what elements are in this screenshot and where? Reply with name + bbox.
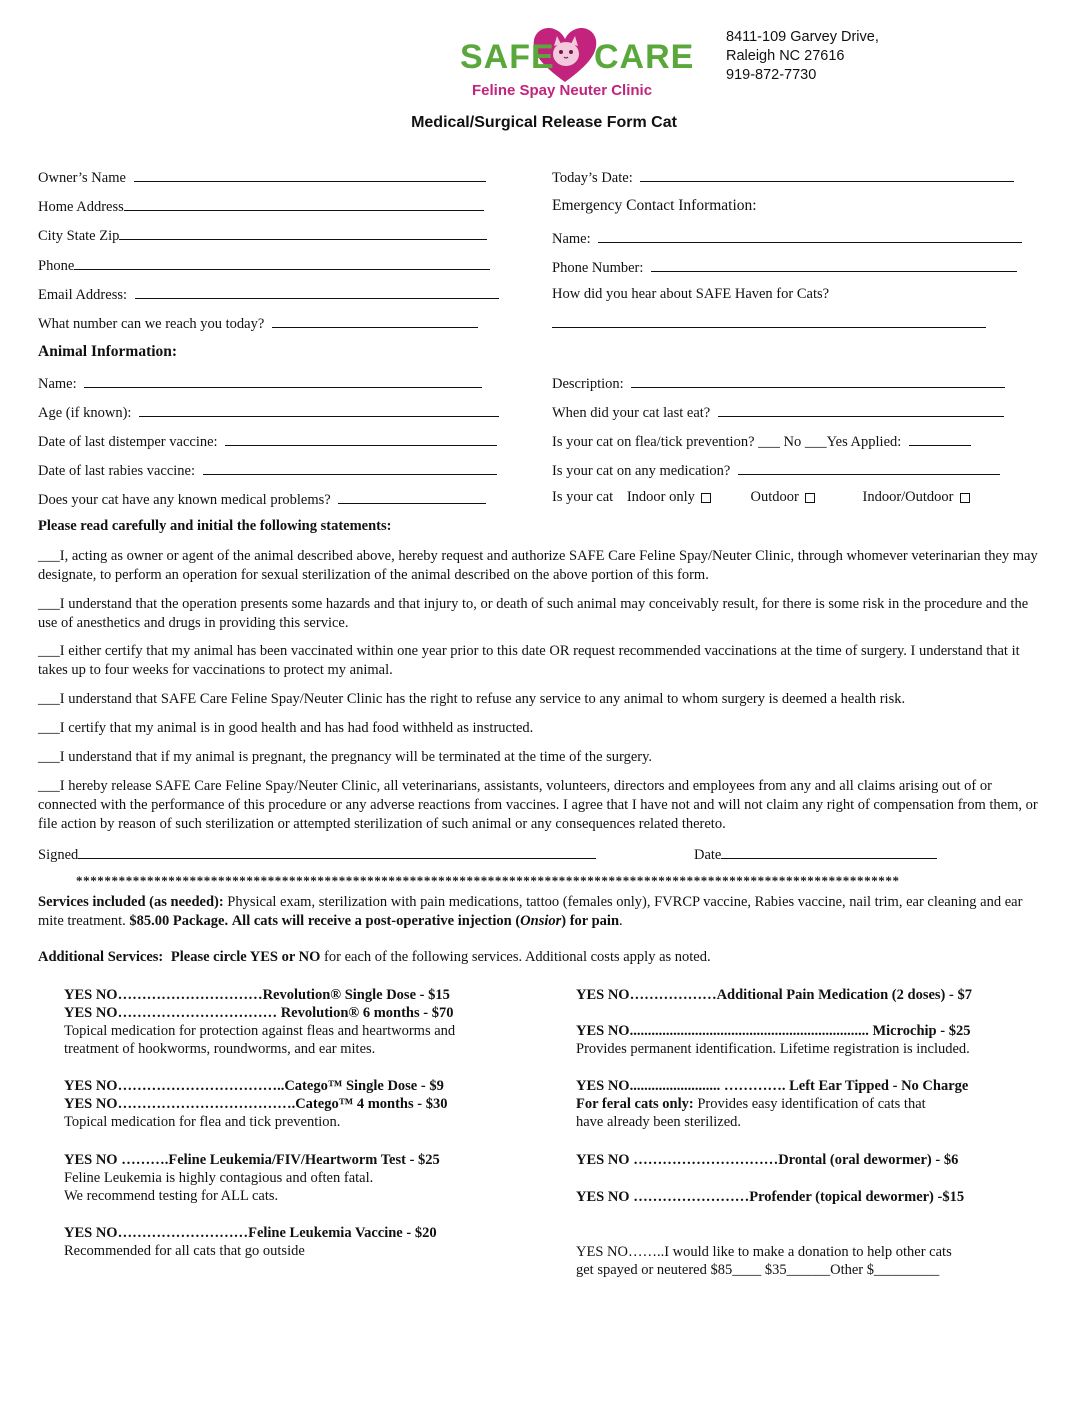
felv-desc-2: We recommend testing for ALL cats. xyxy=(64,1188,279,1204)
medication-row xyxy=(552,460,1000,480)
statement-vaccination: ___I either certify that my animal has been vaccinated within one year prior to this date OR request recommended vaccinations at the time of surgery. I understand that it takes up to four weeks for vaccinations to protect my animal. xyxy=(38,643,1020,678)
package-price: $85.00 Package. xyxy=(129,913,229,929)
emergency-phone-row xyxy=(552,257,1017,277)
housing-label: Is your cat xyxy=(552,489,614,505)
catego-4mo-option[interactable]: YES NO……………………………….Catego™ 4 months - $30 xyxy=(64,1096,448,1112)
catego-group xyxy=(64,1077,447,1131)
donation-line-2[interactable]: get spayed or neutered $85____ $35______Other $_________ xyxy=(576,1262,940,1278)
emergency-name-field[interactable] xyxy=(598,228,1022,243)
clinic-phone: 919-872-7730 xyxy=(726,67,817,83)
profender-option[interactable]: YES NO ……………………Profender (topical dewormer) -$15 xyxy=(576,1189,965,1205)
hear-about-label: How did you hear about SAFE Haven for Cats? xyxy=(552,286,830,302)
emergency-phone-field[interactable] xyxy=(651,257,1017,272)
statement-refuse: ___I understand that SAFE Care Feline Spay/Neuter Clinic has the right to refuse any service to any animal to whom surgery is deemed a health risk. xyxy=(38,691,906,707)
phone-row xyxy=(38,255,490,275)
home-address-label: Home Address xyxy=(38,199,124,215)
form-title: Medical/Surgical Release Form Cat xyxy=(411,114,677,131)
email-label: Email Address: xyxy=(38,287,128,303)
ear-tip-option[interactable]: YES NO......................... …………. Left Ear Tipped - No Charge xyxy=(576,1078,969,1094)
hear-about-field[interactable] xyxy=(552,313,986,333)
emergency-name-label: Name: xyxy=(552,231,591,247)
microchip-group xyxy=(576,1022,970,1058)
pain-group xyxy=(576,986,972,1004)
pain-medication-option[interactable]: YES NO………………Additional Pain Medication (2 doses) - $7 xyxy=(576,987,972,1003)
microchip-option[interactable]: YES NO.................................................................. Microchip - $25 xyxy=(576,1023,971,1039)
reach-label: What number can we reach you today? xyxy=(38,316,265,332)
indoor-outdoor-label: Indoor/Outdoor xyxy=(862,489,954,505)
clinic-logo xyxy=(460,24,695,104)
today-date-field[interactable] xyxy=(640,167,1014,182)
catego-desc: Topical medication for flea and tick prevention. xyxy=(64,1114,341,1130)
ear-tip-desc-2: have already been sterilized. xyxy=(576,1114,742,1130)
animal-name-field[interactable] xyxy=(84,373,482,388)
emergency-heading: Emergency Contact Information: xyxy=(552,197,757,214)
reach-row xyxy=(38,313,478,333)
today-date-label: Today’s Date: xyxy=(552,170,633,186)
problems-row xyxy=(38,489,486,509)
last-eat-field[interactable] xyxy=(718,402,1004,417)
indoor-checkbox[interactable] xyxy=(701,493,711,503)
rabies-field[interactable] xyxy=(203,460,497,475)
felv-vaccine-option[interactable]: YES NO………………………Feline Leukemia Vaccine - $20 xyxy=(64,1225,437,1241)
indoor-label: Indoor only xyxy=(626,489,695,505)
clinic-address xyxy=(726,28,879,85)
injection-text-b: ) for pain xyxy=(561,913,620,929)
services-included-label: Services included (as needed): xyxy=(38,894,224,910)
revolution-desc-1: Topical medication for protection against fleas and heartworms and xyxy=(64,1023,456,1039)
profender-group xyxy=(576,1188,964,1206)
signed-label: Signed xyxy=(38,847,79,863)
home-address-row xyxy=(38,196,484,216)
logo-text-safe: SAFE xyxy=(460,38,555,76)
sign-date-field[interactable] xyxy=(721,844,937,859)
additional-label: Additional Services: xyxy=(38,949,164,965)
sign-date-label: Date xyxy=(694,847,722,863)
problems-field[interactable] xyxy=(338,489,486,504)
rabies-label: Date of last rabies vaccine: xyxy=(38,463,196,479)
felv-vaccine-desc: Recommended for all cats that go outside xyxy=(64,1243,305,1259)
phone-label: Phone xyxy=(38,258,75,274)
outdoor-checkbox[interactable] xyxy=(805,493,815,503)
revolution-desc-2: treatment of hookworms, roundworms, and ear mites. xyxy=(64,1041,376,1057)
felv-vaccine-group xyxy=(64,1224,437,1260)
city-row xyxy=(38,225,487,245)
address-line-1: 8411-109 Garvey Drive, xyxy=(726,29,879,45)
statement-pregnant: ___I understand that if my animal is pregnant, the pregnancy will be terminated at the time of the surgery. xyxy=(38,749,653,765)
flea-field[interactable] xyxy=(909,431,971,446)
revolution-6mo-option[interactable]: YES NO…………………………… Revolution® 6 months - $70 xyxy=(64,1005,454,1021)
statement-hazards: ___I understand that the operation presents some hazards and that injury to, or death of such animal may conceivably result, for there is some risk in the procedure and the use of anesthetics and drugs in providing this service. xyxy=(38,596,1029,631)
description-field[interactable] xyxy=(631,373,1005,388)
distemper-label: Date of last distemper vaccine: xyxy=(38,434,218,450)
distemper-row xyxy=(38,431,497,451)
ear-tip-desc-1 xyxy=(576,1095,968,1113)
logo-subtitle: Feline Spay Neuter Clinic xyxy=(472,82,653,99)
drontal-option[interactable]: YES NO …………………………Drontal (oral dewormer) - $6 xyxy=(576,1152,959,1168)
indoor-outdoor-checkbox[interactable] xyxy=(960,493,970,503)
description-label: Description: xyxy=(552,376,624,392)
rabies-row xyxy=(38,460,497,480)
drontal-group xyxy=(576,1151,958,1169)
flea-label: Is your cat on flea/tick prevention? ___ No ___Yes Applied: xyxy=(552,434,902,450)
today-date-row xyxy=(552,167,1014,187)
signature-field[interactable] xyxy=(78,844,596,859)
last-eat-label: When did your cat last eat? xyxy=(552,405,711,421)
injection-text-a: All cats will receive a post-operative injection ( xyxy=(231,913,521,929)
additional-bold: Please circle YES or NO xyxy=(170,949,321,965)
services-included xyxy=(38,893,1050,931)
medication-field[interactable] xyxy=(738,460,1000,475)
ear-tip-group xyxy=(576,1077,968,1131)
catego-single-option[interactable]: YES NO……………………………..Catego™ Single Dose - $9 xyxy=(64,1078,444,1094)
revolution-group xyxy=(64,986,455,1058)
owner-name-field[interactable] xyxy=(134,167,486,182)
sign-date-row xyxy=(694,844,937,864)
emergency-phone-label: Phone Number: xyxy=(552,260,644,276)
email-field[interactable] xyxy=(135,284,499,299)
donation-line-1[interactable]: YES NO……..I would like to make a donation to help other cats xyxy=(576,1244,952,1260)
medication-label: Is your cat on any medication? xyxy=(552,463,731,479)
separator-stars: ******************************************************************************************************************** xyxy=(76,873,900,888)
description-row xyxy=(552,373,1005,393)
statements-heading: Please read carefully and initial the following statements: xyxy=(38,518,392,534)
statement-authorize: ___I, acting as owner or agent of the animal described above, hereby request and authorize SAFE Care Feline Spay/Neuter Clinic, through whomever veterinarian they may designate, to perform an operation for sexual sterilization of the animal described on the above portion of this form. xyxy=(38,548,1038,583)
statement-release: ___I hereby release SAFE Care Feline Spay/Neuter Clinic, all veterinarians, assistants, volunteers, directors and employees from any and all claims arising out of or connected with the performance of this procedure or any adverse reactions from vaccines. I agree that I have not and will not claim any right of compensation from them, or file action by reason of such sterilization or attempted sterilization of such animal or any consequences related thereto. xyxy=(38,778,1038,832)
animal-name-label: Name: xyxy=(38,376,77,392)
city-label: City State Zip xyxy=(38,228,120,244)
felv-test-option[interactable]: YES NO ……….Feline Leukemia/FIV/Heartworm Test - $25 xyxy=(64,1152,440,1168)
home-address-field[interactable] xyxy=(124,196,484,211)
felv-test-group xyxy=(64,1151,440,1205)
feral-label: For feral cats only: xyxy=(576,1096,694,1112)
injection-drug: Onsior xyxy=(520,913,562,929)
flea-row xyxy=(552,431,971,451)
email-row xyxy=(38,284,499,304)
housing-row xyxy=(552,489,970,506)
logo-text-care: CARE xyxy=(594,38,695,76)
address-line-2: Raleigh NC 27616 xyxy=(726,48,845,64)
feral-text: Provides easy identification of cats that xyxy=(697,1096,926,1112)
signed-row xyxy=(38,844,596,864)
injection-end: . xyxy=(619,913,623,929)
owner-name-label: Owner’s Name xyxy=(38,170,126,186)
additional-services-row xyxy=(38,949,711,966)
outdoor-label: Outdoor xyxy=(750,489,799,505)
owner-name-row xyxy=(38,167,486,187)
phone-field[interactable] xyxy=(74,255,490,270)
services-included-text: Physical exam, sterilization with pain medications, tattoo (females only), FVRCP vaccine, Rabies vaccine, nail trim, ear cleaning and ear mite treatment. xyxy=(38,894,1023,929)
problems-label: Does your cat have any known medical problems? xyxy=(38,492,331,508)
reach-field[interactable] xyxy=(272,313,478,328)
felv-desc-1: Feline Leukemia is highly contagious and often fatal. xyxy=(64,1170,374,1186)
donation-group xyxy=(576,1243,952,1279)
revolution-single-option[interactable]: YES NO…………………………Revolution® Single Dose - $15 xyxy=(64,987,450,1003)
age-field[interactable] xyxy=(139,402,499,417)
animal-name-row xyxy=(38,373,482,393)
age-label: Age (if known): xyxy=(38,405,132,421)
additional-text: for each of the following services. Additional costs apply as noted. xyxy=(324,949,711,965)
distemper-field[interactable] xyxy=(225,431,497,446)
microchip-desc: Provides permanent identification. Lifetime registration is included. xyxy=(576,1041,970,1057)
emergency-name-row xyxy=(552,228,1022,248)
statement-health: ___I certify that my animal is in good health and has had food withheld as instructed. xyxy=(38,720,534,736)
age-row xyxy=(38,402,499,422)
last-eat-row xyxy=(552,402,1004,422)
city-field[interactable] xyxy=(119,225,487,240)
animal-heading: Animal Information: xyxy=(38,343,178,360)
